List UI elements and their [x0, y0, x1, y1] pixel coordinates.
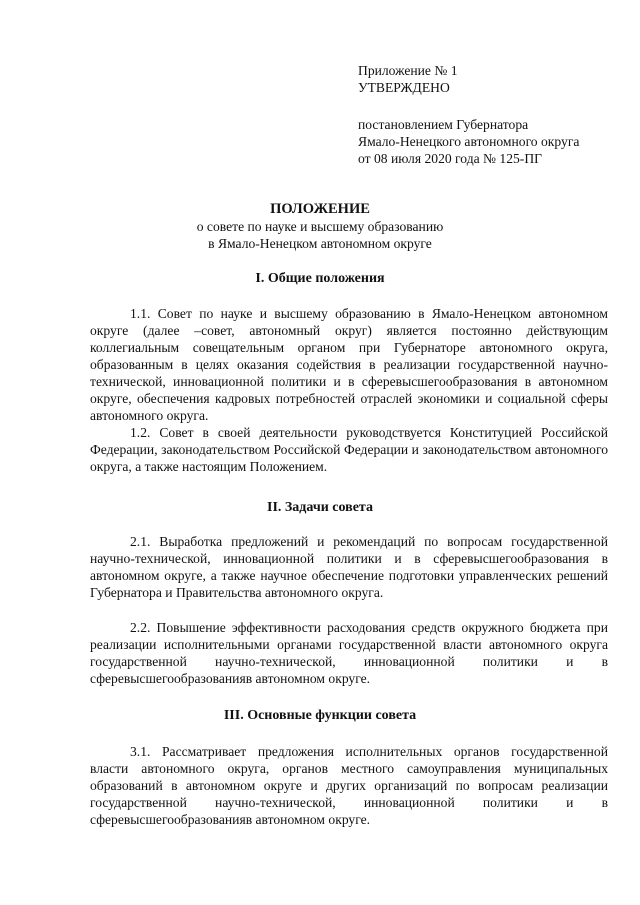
- document-subtitle-line-1: о совете по науке и высшему образованию: [196, 219, 444, 234]
- region-line: Ямало-Ненецкого автономного округа: [358, 134, 580, 149]
- section-heading-functions: III. Основные функции совета: [223, 708, 417, 723]
- approval-block: [358, 62, 618, 167]
- document-subtitle-line-2: в Ямало-Ненецком автономном округе: [208, 236, 432, 251]
- paragraph-2-1: 2.1. Выработка предложений и рекомендаций по вопросам государственной научно-технической, инновационной политики и в сферевысшегообразования в автономном округе, а также научное обеспечение подготовки управленческих решений Губернатора и Правительства автономного округа.: [90, 534, 608, 600]
- section-heading-general: I. Общие положения: [255, 271, 385, 286]
- decree-line: постановлением Губернатора: [358, 117, 529, 132]
- paragraph-1-2: 1.2. Совет в своей деятельности руководствуется Конституцией Российской Федерации, законодательством Российской Федерации и законодательством автономного округа, а также настоящим Положением.: [90, 425, 608, 474]
- section-heading-tasks: II. Задачи совета: [267, 500, 373, 515]
- paragraph-2-2: 2.2. Повышение эффективности расходования средств окружного бюджета при реализации исполнительными органами государственной власти автономного округа государственной научно-технической, инновационной политики и в сферевысшегообразованияв автономном округе.: [90, 620, 608, 686]
- decree-date-line: от 08 июля 2020 года № 125-ПГ: [358, 151, 543, 166]
- paragraph-1-1: 1.1. Совет по науке и высшему образованию в Ямало-Ненецком автономном округе (далее –совет, автономный округ) является постоянно действующим коллегиальным совещательным органом при Губернаторе автономного округа, образованным в целях оказания содействия в реализации государственной научно-технической, инновационной политики и в сферевысшегообразования в автономном округе, обеспечения кадровых потребностей отраслей экономики и социальной сферы автономного округа.: [90, 306, 608, 423]
- approved-label: УТВЕРЖДЕНО: [358, 80, 450, 95]
- paragraph-3-1: 3.1. Рассматривает предложения исполнительных органов государственной власти автономного округа, органов местного самоуправления муниципальных образований в автономном округе и других организаций по вопросам реализации государственной научно-технической, инновационной политики и в сферевысшегообразованияв автономном округе.: [90, 744, 608, 827]
- document-title: ПОЛОЖЕНИЕ: [270, 201, 370, 217]
- appendix-number: Приложение № 1: [358, 63, 458, 78]
